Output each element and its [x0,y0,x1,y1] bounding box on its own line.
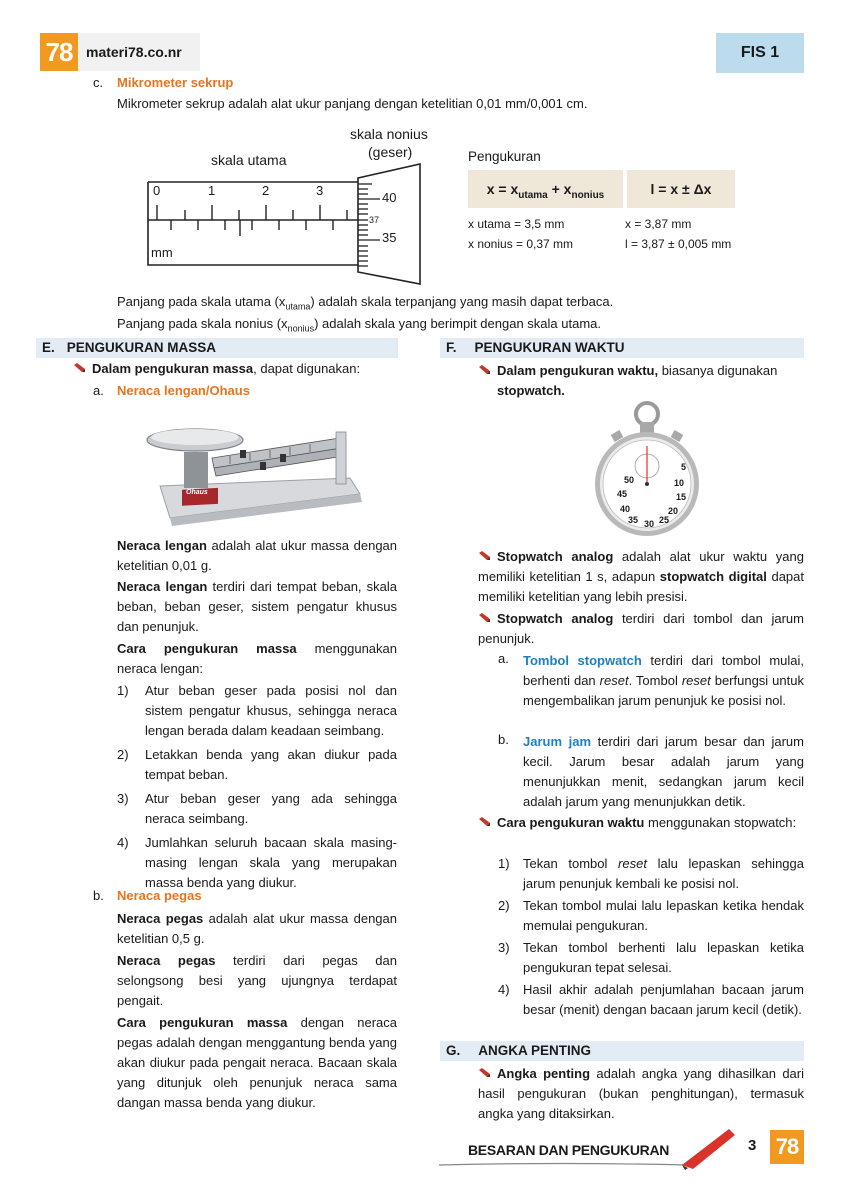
pencil-icon [73,363,86,373]
stopwatch-steps [498,854,804,1021]
tick-1: 1 [208,183,216,198]
neraca-pegas-cara: Cara pengukuran massa dengan neraca pegas adalah dengan menggantung benda yang akan diukur pada pengait neraca. Bacaan skala yang ditunjuk oleh penunjuk neraca sama dangan massa benda yang diukur. [117,1015,397,1110]
section-e-intro: Dalam pengukuran massa, dapat digunakan: [73,361,360,376]
stopwatch-def: Stopwatch analog adalah alat ukur waktu yang memiliki ketelitian 1 s, adapun stopwatch digital dapat memiliki ketelitian yang lebih presisi. [478,549,804,604]
x-nonius: x nonius = 0,37 mm [468,237,574,251]
list-item: 4) Jumlahkan seluruh bacaan skala masing-masing lengan skala yang merupakan massa benda yang diukur. [117,835,397,890]
triple-beam-balance-image [140,418,370,528]
tick-0: 0 [153,183,161,198]
site-name[interactable]: materi78.co.nr [86,44,182,60]
dial-num: 20 [668,506,679,516]
dial-num: 10 [674,478,685,488]
label-skala-nonius: skala nonius [350,126,428,142]
neraca-lengan-parts: Neraca lengan terdiri dari tempat beban, skala beban, beban geser, sistem pengatur khusus dan penunjuk. [117,579,397,634]
tombol-text: Tombol stopwatch terdiri dari tombol mulai, berhenti dan reset. Tombol reset berfungsi untuk mengembalikan jarum penunjuk ke posisi nol. [523,653,804,708]
mikrometer-label: c. [93,75,104,90]
pencil-icon [478,613,491,623]
vernier-37: 37 [369,215,380,225]
dial-num: 50 [624,475,635,485]
neraca-lengan-cara: Cara pengukuran massa menggunakan neraca lengan: [117,641,397,676]
note-nonius: Panjang pada skala nonius $(x_{nonius})$ adalah skala yang berimpit dengan skala utama. [117,316,601,334]
balance-brand: Ohaus [186,489,208,496]
dial-num: 5 [681,462,687,472]
neraca-pegas-parts: Neraca pegas terdiri dari pegas dan selongsong besi yang ujungnya terdapat pengait. [117,953,397,1008]
l-result: l = 3,87 ± 0,005 mm [625,237,732,251]
formula-x: $x = x_{utama} + x_{nonius}$ [468,170,623,208]
dial-num: 25 [659,515,670,525]
stopwatch-parts: Stopwatch analog terdiri dari tombol dan jarum penunjuk. [478,611,804,646]
section-e-header: E. PENGUKURAN MASSA [36,338,398,358]
vernier-35: 35 [382,230,397,245]
neraca-pegas-label: b. [93,888,104,903]
site-logo: 78 [40,33,78,71]
neraca-lengan-label: a. [93,383,104,398]
neraca-lengan-steps [117,681,397,894]
note-utama: Panjang pada skala utama $(x_{utama})$ adalah skala terpanjang yang masih dapat terbaca. [117,294,614,312]
list-item: 1) Tekan tombol reset lalu lepaskan sehingga jarum penunjuk kembali ke posisi nol. [498,856,804,891]
tick-3: 3 [316,183,324,198]
neraca-pegas-def: Neraca pegas adalah alat ukur massa dengan ketelitian 0,5 g. [117,911,397,946]
footer-chapter: BESARAN DAN PENGUKURAN [468,1142,670,1158]
label-skala-utama: skala utama [211,152,287,168]
section-f-intro: Dalam pengukuran waktu, biasanya digunakan stopwatch. [478,361,804,401]
list-item: 3) Tekan tombol berhenti lalu lepaskan ketika pengukuran tepat selesai. [498,940,804,975]
dial-num: 45 [617,489,628,499]
unit-label: mm [151,245,173,260]
mikrometer-desc: Mikrometer sekrup adalah alat ukur panjang dengan ketelitian 0,01 mm/0,001 cm. [117,96,588,111]
dial-num: 35 [628,515,639,525]
jarum-label: b. [498,732,509,747]
x-result: x = 3,87 mm [625,217,692,231]
formula-l: l = x ± Δx [627,170,735,208]
tick-2: 2 [262,183,270,198]
list-item: 1) Atur beban geser pada posisi nol dan sistem pengatur khusus, sehingga neraca lengan berada dalam keadaan seimbang. [117,683,397,738]
tombol-label: a. [498,651,509,666]
dial-num: 15 [676,492,687,502]
mikrometer-title: Mikrometer sekrup [117,75,234,90]
dial-num: 40 [620,504,631,514]
pencil-icon [478,817,491,827]
subject-badge: FIS 1 [716,33,804,73]
x-utama: x utama = 3,5 mm [468,217,565,231]
pencil-icon [478,1068,491,1078]
list-item: 4) Hasil akhir adalah penjumlahan bacaan jarum besar (menit) dengan bacaan jarum kecil (detik). [498,982,804,1017]
neraca-lengan-def: Neraca lengan adalah alat ukur massa dengan ketelitian 0,01 g. [117,538,398,573]
dial-num: 30 [644,519,655,529]
page-number: 3 [748,1137,757,1154]
cara-waktu: Cara pengukuran waktu menggunakan stopwatch: [478,813,804,833]
list-item: 3) Atur beban geser yang ada sehingga neraca seimbang. [117,791,397,826]
neraca-pegas-title: Neraca pegas [117,888,202,903]
measure-title: Pengukuran [468,149,541,164]
list-item: 2) Letakkan benda yang akan diukur pada tempat beban. [117,747,397,782]
pencil-icon [478,365,491,375]
angka-penting-def: Angka penting adalah angka yang dihasilkan dari hasil pengukuran (bukan penghitungan), termasuk angka yang ditaksirkan. [478,1066,804,1121]
jarum-text: Jarum jam terdiri dari jarum besar dan jarum kecil. Jarum besar adalah jarum yang menunjukkan menit, sedangkan jarum kecil adalah jarum yang menunjukkan detik. [523,734,804,809]
pencil-icon [437,1125,737,1170]
footer-logo: 78 [770,1130,804,1164]
section-f-header: F. PENGUKURAN WAKTU [440,338,804,358]
micrometer-diagram [140,160,430,285]
list-item: 2) Tekan tombol mulai lalu lepaskan ketika hendak memulai pengukuran. [498,898,804,933]
neraca-lengan-title: Neraca lengan/Ohaus [117,383,250,398]
pencil-icon [478,551,491,561]
label-geser: (geser) [368,144,413,160]
vernier-40: 40 [382,190,397,205]
section-g-header: G. ANGKA PENTING [440,1041,804,1061]
